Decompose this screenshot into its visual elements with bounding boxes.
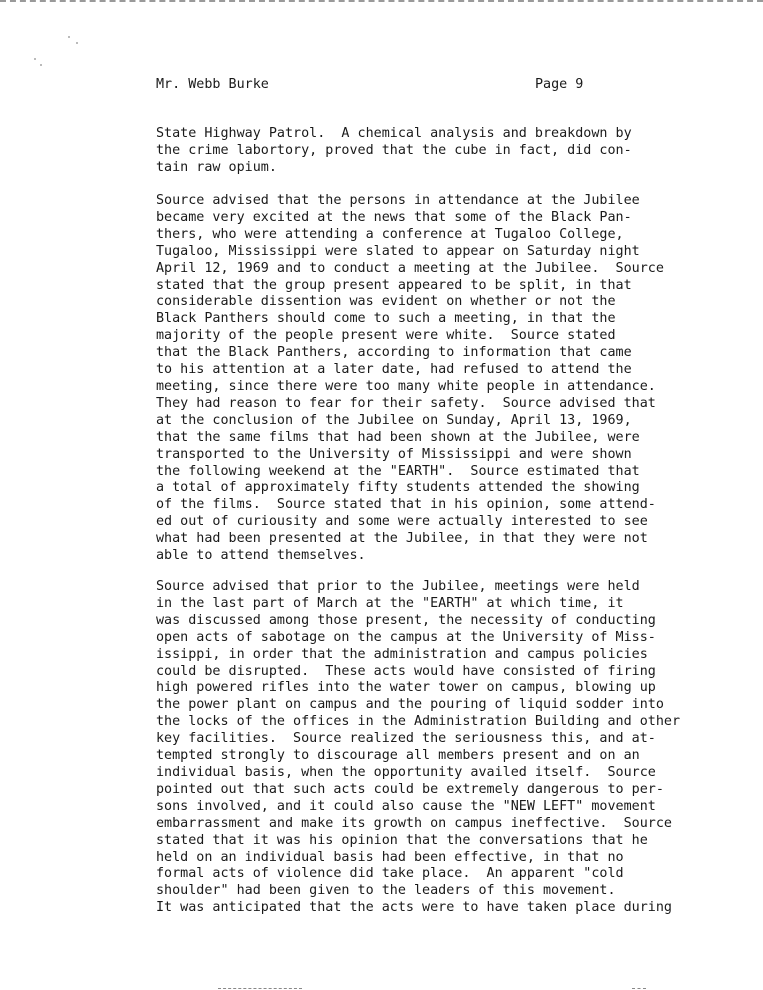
text-line: stated that the group present appeared to be split, in that [156, 277, 632, 293]
top-edge-scan-artifact [0, 0, 763, 6]
text-line: the following weekend at the "EARTH". Source estimated that [156, 463, 640, 479]
page-number: Page 9 [535, 77, 584, 92]
text-line: to his attention at a later date, had refused to attend the [156, 362, 632, 378]
paragraph [156, 126, 632, 177]
text-line: thers, who were attending a conference at Tugaloo College, [156, 226, 624, 242]
addressee-header: Mr. Webb Burke [156, 77, 269, 92]
text-line: the locks of the offices in the Administration Building and other [156, 714, 681, 730]
text-line: at the conclusion of the Jubilee on Sunday, April 13, 1969, [156, 412, 632, 428]
text-line: sons involved, and it could also cause the "NEW LEFT" movement [156, 798, 656, 814]
text-line: key facilities. Source realized the seriousness this, and at- [156, 731, 656, 747]
text-line: open acts of sabotage on the campus at the University of Miss- [156, 629, 656, 645]
text-line: embarrassment and make its growth on campus ineffective. Source [156, 815, 672, 831]
text-line: State Highway Patrol. A chemical analysis and breakdown by [156, 126, 632, 141]
text-line: Source advised that prior to the Jubilee, meetings were held [156, 579, 640, 594]
text-line: It was anticipated that the acts were to have taken place during [156, 900, 672, 916]
scan-speck [68, 36, 70, 38]
text-line: pointed out that such acts could be extremely dangerous to per- [156, 781, 664, 797]
text-line: individual basis, when the opportunity availed itself. Source [156, 764, 656, 780]
text-line: meeting, since there were too many white people in attendance. [156, 378, 656, 394]
text-line: ed out of curiousity and some were actually interested to see [156, 514, 648, 530]
text-line: a total of approximately fifty students attended the showing [156, 480, 640, 496]
scan-speck [76, 42, 78, 44]
text-line: tempted strongly to discourage all members present and on an [156, 748, 640, 764]
text-line: was discussed among those present, the necessity of conducting [156, 612, 656, 628]
text-line: tain raw opium. [156, 159, 277, 175]
text-line: considerable dissention was evident on whether or not the [156, 294, 616, 310]
text-line: Tugaloo, Mississippi were slated to appear on Saturday night [156, 243, 640, 259]
text-line: shoulder" had been given to the leaders of this movement. [156, 883, 616, 899]
text-line: April 12, 1969 and to conduct a meeting at the Jubilee. Source [156, 260, 664, 276]
text-line: stated that it was his opinion that the conversations that he [156, 832, 648, 848]
text-line: in the last part of March at the "EARTH" at which time, it [156, 595, 624, 611]
text-line: issippi, in order that the administration and campus policies [156, 646, 648, 662]
scan-speck [34, 58, 36, 60]
text-line: the power plant on campus and the pouring of liquid sodder into [156, 697, 664, 713]
text-line: formal acts of violence did take place. An apparent "cold [156, 866, 624, 882]
text-line: high powered rifles into the water tower on campus, blowing up [156, 680, 656, 696]
text-line: that the Black Panthers, according to information that came [156, 345, 632, 361]
paragraph [156, 193, 664, 565]
text-line: held on an individual basis had been effective, in that no [156, 849, 624, 865]
text-line: They had reason to fear for their safety. Source advised that [156, 395, 656, 411]
text-line: that the same films that had been shown at the Jubilee, were [156, 429, 640, 445]
text-line: able to attend themselves. [156, 548, 366, 564]
text-line: Black Panthers should come to such a meeting, in that the [156, 311, 616, 327]
text-line: of the films. Source stated that in his opinion, some attend- [156, 497, 656, 513]
text-line: became very excited at the news that some of the Black Pan- [156, 209, 632, 225]
scan-speck [40, 64, 42, 66]
text-line: transported to the University of Mississippi and were shown [156, 446, 632, 462]
text-line: the crime labortory, proved that the cube in fact, did con- [156, 142, 632, 158]
text-line: majority of the people present were white. Source stated [156, 328, 616, 344]
text-line: Source advised that the persons in attendance at the Jubilee [156, 193, 640, 208]
paragraph [156, 579, 680, 917]
text-line: could be disrupted. These acts would have consisted of firing [156, 663, 656, 679]
text-line: what had been presented at the Jubilee, in that they were not [156, 531, 648, 547]
